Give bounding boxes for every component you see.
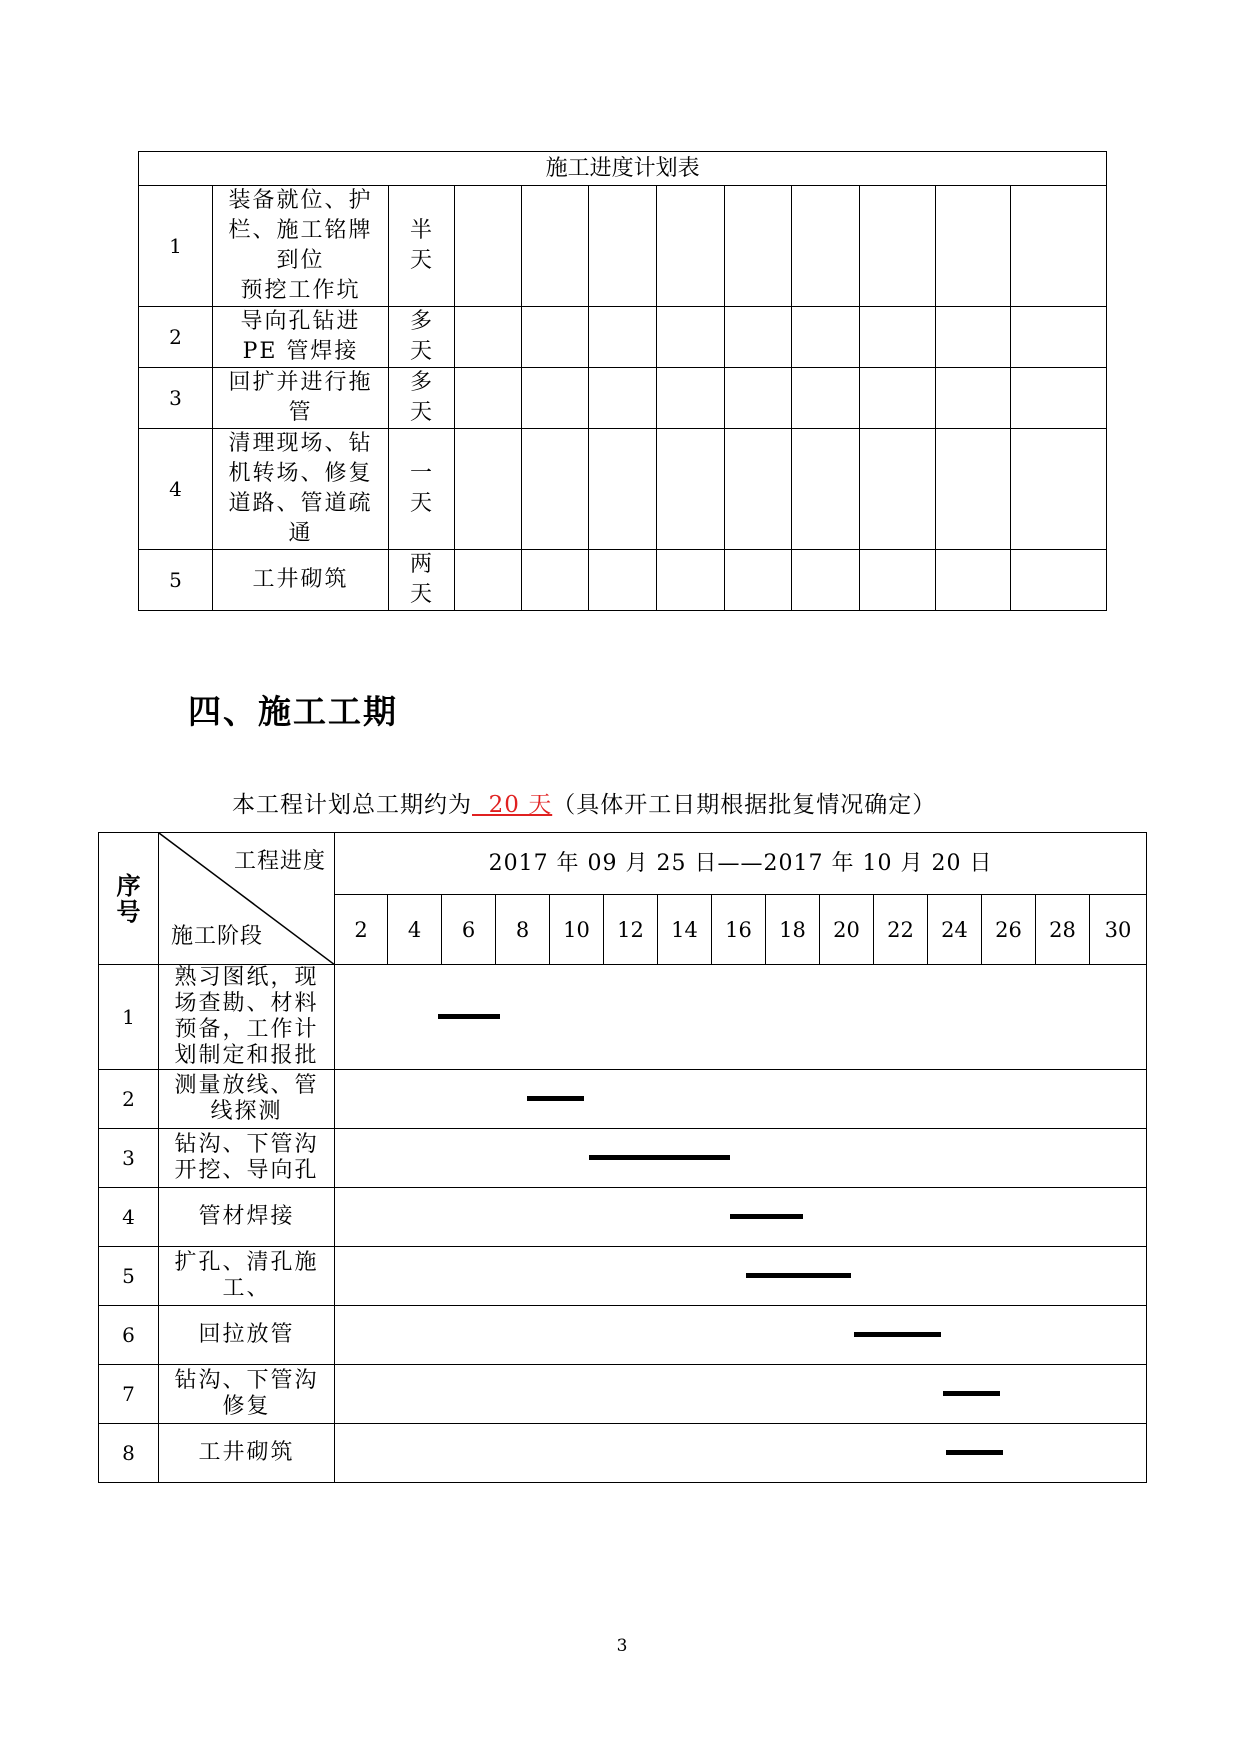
empty-cell xyxy=(657,429,725,550)
empty-cell xyxy=(1011,368,1107,429)
empty-cell xyxy=(936,550,1011,611)
empty-cell xyxy=(1011,550,1107,611)
row-number: 1 xyxy=(139,186,213,307)
duration-sentence xyxy=(232,786,936,819)
gantt-bar-cell xyxy=(335,1424,1147,1483)
duration-prefix: 本工程计划总工期约为 xyxy=(232,792,472,818)
task-description xyxy=(213,186,389,307)
empty-cell xyxy=(657,368,725,429)
text-line: 导向孔钻进 xyxy=(240,309,361,334)
text-line: 管材焊接 xyxy=(198,1204,295,1229)
text-line: 钻沟、下管沟 xyxy=(174,1368,319,1393)
text-line: 天 xyxy=(409,491,433,516)
progress-label: 工程进度 xyxy=(233,849,326,874)
row-number: 4 xyxy=(99,1188,159,1247)
gantt-row xyxy=(99,1188,1147,1247)
empty-cell xyxy=(522,550,589,611)
empty-cell xyxy=(792,550,860,611)
empty-cell xyxy=(657,186,725,307)
gantt-row xyxy=(99,1070,1147,1129)
day-header: 4 xyxy=(388,895,442,965)
day-header: 30 xyxy=(1090,895,1147,965)
empty-cell xyxy=(860,307,936,368)
empty-cell xyxy=(589,550,657,611)
text-line: 通 xyxy=(288,521,313,546)
gantt-bar-cell xyxy=(335,1129,1147,1188)
stage-name xyxy=(159,1070,335,1129)
schedule-row xyxy=(139,307,1107,368)
text-line: 天 xyxy=(409,400,433,425)
empty-cell xyxy=(792,186,860,307)
row-number: 5 xyxy=(139,550,213,611)
empty-cell xyxy=(860,550,936,611)
stage-name xyxy=(159,1247,335,1306)
day-header: 8 xyxy=(496,895,550,965)
empty-cell xyxy=(792,307,860,368)
empty-cell xyxy=(860,429,936,550)
gantt-bar-cell xyxy=(335,965,1147,1070)
day-header: 6 xyxy=(442,895,496,965)
gantt-row xyxy=(99,965,1147,1070)
gantt-bar xyxy=(943,1391,1000,1396)
text-line: 多 xyxy=(409,309,433,334)
task-description xyxy=(213,550,389,611)
empty-cell xyxy=(589,368,657,429)
task-description xyxy=(213,368,389,429)
text-line: 工井砌筑 xyxy=(252,567,349,592)
empty-cell xyxy=(589,307,657,368)
empty-cell xyxy=(455,368,522,429)
day-header: 22 xyxy=(874,895,928,965)
text-line: 天 xyxy=(409,582,433,607)
text-line: 回拉放管 xyxy=(198,1322,295,1347)
day-header: 14 xyxy=(658,895,712,965)
empty-cell xyxy=(792,368,860,429)
task-duration xyxy=(389,429,455,550)
empty-cell xyxy=(725,429,792,550)
text-line: 管 xyxy=(288,400,313,425)
task-duration xyxy=(389,186,455,307)
gantt-bar-cell xyxy=(335,1247,1147,1306)
text-line: 道路、管道疏 xyxy=(228,491,373,516)
schedule-row xyxy=(139,429,1107,550)
empty-cell xyxy=(455,550,522,611)
text-line: 修复 xyxy=(222,1394,271,1419)
seq-header xyxy=(99,833,159,965)
row-number: 3 xyxy=(139,368,213,429)
task-duration xyxy=(389,368,455,429)
text-line: 扩孔、清孔施 xyxy=(174,1250,319,1275)
empty-cell xyxy=(522,186,589,307)
empty-cell xyxy=(936,307,1011,368)
gantt-bar xyxy=(854,1332,941,1337)
empty-cell xyxy=(936,186,1011,307)
day-header: 24 xyxy=(928,895,982,965)
task-duration xyxy=(389,550,455,611)
empty-cell xyxy=(455,307,522,368)
text-line: 工井砌筑 xyxy=(198,1440,295,1465)
text-line: 多 xyxy=(409,370,433,395)
schedule-table-title: 施工进度计划表 xyxy=(139,152,1107,186)
construction-schedule-table xyxy=(138,151,1107,611)
day-header: 16 xyxy=(712,895,766,965)
empty-cell xyxy=(522,429,589,550)
duration-highlight: 20 天 xyxy=(472,792,553,818)
gantt-bar-cell xyxy=(335,1365,1147,1424)
empty-cell xyxy=(1011,429,1107,550)
row-number: 8 xyxy=(99,1424,159,1483)
empty-cell xyxy=(455,186,522,307)
stage-name xyxy=(159,1424,335,1483)
empty-cell xyxy=(725,186,792,307)
stage-name xyxy=(159,1129,335,1188)
page-number: 3 xyxy=(616,1636,628,1656)
task-description xyxy=(213,307,389,368)
empty-cell xyxy=(860,186,936,307)
gantt-bar xyxy=(589,1155,730,1160)
gantt-bar xyxy=(527,1096,584,1101)
gantt-table xyxy=(98,832,1147,1483)
empty-cell xyxy=(725,368,792,429)
empty-cell xyxy=(792,429,860,550)
empty-cell xyxy=(657,307,725,368)
text-line: 熟习图纸，现 xyxy=(174,965,319,990)
stage-name xyxy=(159,1365,335,1424)
text-line: 线探测 xyxy=(210,1099,283,1124)
text-line: PE 管焊接 xyxy=(242,339,359,364)
empty-cell xyxy=(936,429,1011,550)
text-line: 栏、施工铭牌 xyxy=(228,218,373,243)
text-line: 回扩并进行拖 xyxy=(228,370,373,395)
empty-cell xyxy=(725,550,792,611)
schedule-row xyxy=(139,186,1107,307)
text-line: 钻沟、下管沟 xyxy=(174,1132,319,1157)
day-header: 18 xyxy=(766,895,820,965)
day-header: 2 xyxy=(335,895,388,965)
text-line: 测量放线、管 xyxy=(174,1073,319,1098)
gantt-bar xyxy=(746,1273,851,1278)
text-line: 天 xyxy=(409,339,433,364)
day-header: 20 xyxy=(820,895,874,965)
day-header: 28 xyxy=(1036,895,1090,965)
day-header: 10 xyxy=(550,895,604,965)
text-line: 预挖工作坑 xyxy=(240,278,361,303)
day-header: 26 xyxy=(982,895,1036,965)
empty-cell xyxy=(725,307,792,368)
row-number: 2 xyxy=(139,307,213,368)
empty-cell xyxy=(860,368,936,429)
row-number: 4 xyxy=(139,429,213,550)
task-duration xyxy=(389,307,455,368)
stage-name xyxy=(159,965,335,1070)
gantt-row xyxy=(99,1424,1147,1483)
date-range: 2017 年 09 月 25 日——2017 年 10 月 20 日 xyxy=(335,833,1147,895)
text-line: 天 xyxy=(409,248,433,273)
text-line: 划制定和报批 xyxy=(174,1043,319,1068)
section-heading: 四、施工工期 xyxy=(188,692,398,731)
text-line: 场查勘、材料 xyxy=(174,991,319,1016)
diagonal-header-cell xyxy=(159,833,335,965)
empty-cell xyxy=(455,429,522,550)
gantt-bar xyxy=(946,1450,1003,1455)
task-description xyxy=(213,429,389,550)
gantt-bar xyxy=(730,1214,803,1219)
gantt-row xyxy=(99,1247,1147,1306)
empty-cell xyxy=(936,368,1011,429)
text-line: 到位 xyxy=(276,248,325,273)
text-line: 机转场、修复 xyxy=(228,461,373,486)
schedule-row xyxy=(139,368,1107,429)
empty-cell xyxy=(657,550,725,611)
row-number: 1 xyxy=(99,965,159,1070)
gantt-row xyxy=(99,1365,1147,1424)
gantt-row xyxy=(99,1306,1147,1365)
row-number: 6 xyxy=(99,1306,159,1365)
gantt-bar xyxy=(438,1014,500,1019)
empty-cell xyxy=(522,368,589,429)
gantt-bar-cell xyxy=(335,1070,1147,1129)
duration-suffix: （具体开工日期根据批复情况确定） xyxy=(552,792,937,818)
empty-cell xyxy=(1011,307,1107,368)
row-number: 3 xyxy=(99,1129,159,1188)
empty-cell xyxy=(1011,186,1107,307)
stage-name xyxy=(159,1306,335,1365)
text-line: 半 xyxy=(409,218,433,243)
stage-label: 施工阶段 xyxy=(171,924,264,949)
schedule-row xyxy=(139,550,1107,611)
text-line: 一 xyxy=(409,461,433,486)
empty-cell xyxy=(589,429,657,550)
empty-cell xyxy=(589,186,657,307)
text-line: 工、 xyxy=(222,1276,271,1301)
gantt-bar-cell xyxy=(335,1188,1147,1247)
stage-name xyxy=(159,1188,335,1247)
row-number: 5 xyxy=(99,1247,159,1306)
empty-cell xyxy=(522,307,589,368)
text-line: 开挖、导向孔 xyxy=(174,1158,319,1183)
day-header: 12 xyxy=(604,895,658,965)
row-number: 2 xyxy=(99,1070,159,1129)
gantt-bar-cell xyxy=(335,1306,1147,1365)
text-line: 两 xyxy=(409,552,433,577)
row-number: 7 xyxy=(99,1365,159,1424)
text-line: 装备就位、护 xyxy=(228,188,373,213)
seq-header-text: 序号 xyxy=(116,871,141,926)
gantt-row xyxy=(99,1129,1147,1188)
text-line: 预备，工作计 xyxy=(174,1017,319,1042)
text-line: 清理现场、钻 xyxy=(228,431,373,456)
